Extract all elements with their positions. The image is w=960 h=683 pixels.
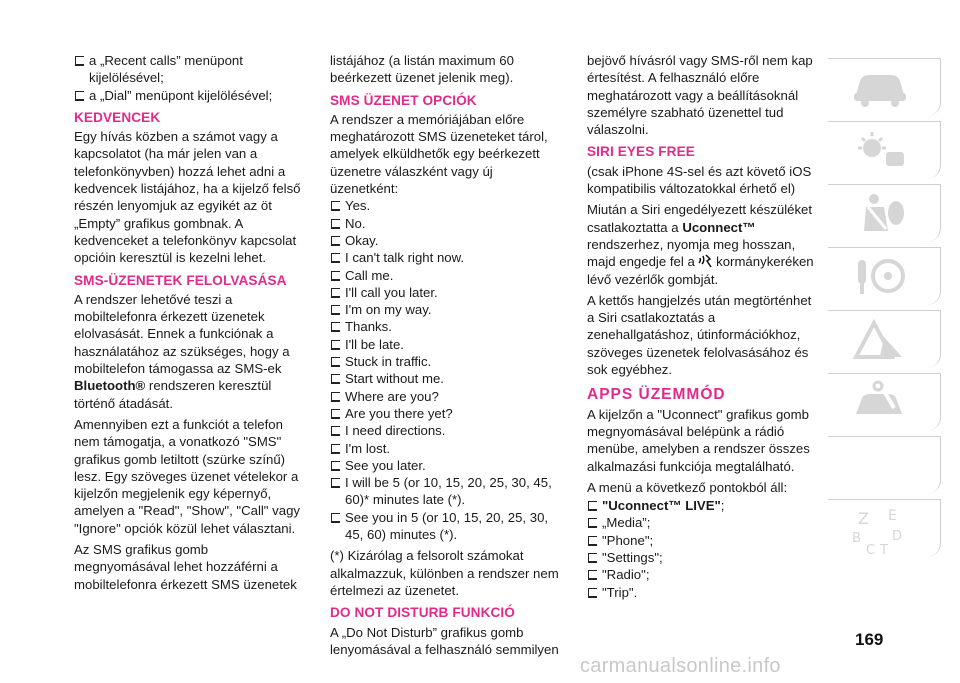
paragraph-sms-list: listájához (a listán maximum 60 beérkezett üzenet jelenik meg).	[330, 53, 514, 86]
text: rendszerhez, nyomja meg hosszan, majd engedje fel a	[587, 236, 796, 270]
sms-message-item: Okay.	[330, 232, 562, 249]
paragraph-note: (*) Kizárólag a felsorolt számokat alkalmazzuk, különben a rendszer nem értelmezi az üzenetet.	[330, 548, 559, 598]
svg-text:E: E	[888, 508, 897, 524]
dashboard-lights-icon	[850, 128, 910, 172]
chapter-tab-index[interactable]	[828, 499, 941, 557]
sms-message-item: See you later.	[330, 457, 562, 474]
paragraph-siri-3: A kettős hangjelzés után megtörténhet a Siri csatlakoztatás a zenehallgatáshoz, útinformációkhoz, szöveges üzenetek felolvasásához és sok egyébhez.	[587, 292, 812, 378]
menu-item: "Radio";	[587, 566, 819, 583]
paragraph-siri-1: (csak iPhone 4S-sel és azt követő iOS kompatibilis változatokkal érhető el)	[587, 163, 812, 197]
chapter-tab-safety[interactable]	[828, 184, 941, 242]
menu-item: "Trip".	[587, 584, 819, 601]
text-column-2	[330, 52, 562, 662]
heading-sms-options: SMS ÜZENET OPCIÓK	[330, 92, 477, 108]
paragraph-favorites: Egy hívás közben a számot vagy a kapcsolatot (ha már jelen van a telefonkönyvben) hozzá lehet adni a kedvencek listájához, ha a kijelző felső részén lenyomjuk az egyikét az öt „Empty” grafikus gombnak. A kedvenceket a telefonkönyv kapcsolat opcióin keresztül is kezelni lehet.	[74, 129, 301, 266]
chapter-tab-dashboard[interactable]	[828, 121, 941, 179]
menu-item-uconnect-live	[587, 497, 819, 514]
heading-apps-mode: APPS ÜZEMMÓD	[587, 386, 726, 404]
heading-siri: SIRI EYES FREE	[587, 144, 695, 160]
warning-triangle-icon	[850, 317, 910, 361]
paragraph-sms-3: Az SMS grafikus gomb megnyomásával lehet hozzáférni a mobiltelefonra érkezett SMS üzenetek	[74, 542, 297, 592]
chapter-tab-starting-driving[interactable]	[828, 247, 941, 305]
sms-message-item: I'll be late.	[330, 336, 562, 353]
text-column-3	[587, 52, 819, 601]
page-number: 169	[855, 630, 884, 649]
svg-text:T: T	[880, 543, 888, 556]
watermark: carmanualsonline.info	[580, 655, 781, 677]
text: A rendszer lehetővé teszi a mobiltelefonra érkezett üzenetek elolvasását. Ennek a funkciónak a használatához az szükséges, hogy a mobiltelefon támogassa az SMS-ek	[74, 291, 290, 377]
chapter-tab-maintenance[interactable]	[828, 373, 941, 431]
paragraph-apps-1: A kijelzőn a "Uconnect" grafikus gomb megnyomásával belépünk a rádió menübe, amelyben a rendszer összes alkalmazási funkciója megtalálható.	[587, 406, 810, 474]
sms-message-item: I'll call you later.	[330, 284, 562, 301]
paragraph-do-not-disturb: A „Do Not Disturb” grafikus gomb lenyomásával a felhasználó semmilyen	[330, 624, 559, 657]
bluetooth-term: Bluetooth®	[74, 378, 146, 394]
sms-message-item: Yes.	[330, 197, 562, 214]
chapter-tab-multimedia[interactable]	[828, 436, 941, 494]
sms-message-item: I'm on my way.	[330, 301, 562, 318]
paragraph-siri-2	[587, 201, 819, 287]
text: rendszeren keresztül történő átadását.	[74, 378, 272, 411]
paragraph-apps-2: A menü a következő pontokból áll:	[587, 479, 788, 495]
chapter-tab-car[interactable]	[828, 58, 941, 116]
sms-message-item: Thanks.	[330, 318, 562, 335]
paragraph-sms-1	[74, 291, 306, 412]
svg-text:C: C	[866, 543, 876, 556]
paragraph-sms-options: A rendszer a memóriájában előre meghatározott SMS üzeneteket tárol, amelyek elküldhetők egy beérkezett üzenetre válaszként vagy új üzenetként:	[330, 111, 548, 197]
index-letters-icon	[850, 506, 920, 556]
paragraph-sms-2: Amennyiben ezt a funkciót a telefon nem támogatja, a vonatkozó "SMS" grafikus gomb letiltott (szürke színű) lesz. Egy szöveges üzenet vételekor a kijelzőn megjelenik egy képernyő, amelyen a "Read", "Show", "Call" vagy "Ignore" opciók közül lehet választani.	[74, 416, 301, 536]
voice-command-icon	[698, 253, 712, 269]
uconnect-brand: Uconnect™	[682, 219, 756, 235]
sms-message-item: See you in 5 (or 10, 15, 20, 25, 30, 45, 60) minutes (*).	[330, 509, 562, 544]
menu-item: "Phone";	[587, 532, 819, 549]
key-steering-icon	[850, 254, 910, 298]
text: ;	[720, 498, 725, 514]
car-icon	[850, 65, 910, 109]
menu-item: "Settings";	[587, 549, 819, 566]
sms-message-item: I can't talk right now.	[330, 249, 562, 266]
svg-text:B: B	[852, 531, 861, 546]
svg-text:Z: Z	[858, 509, 869, 528]
multimedia-icon	[850, 443, 910, 487]
text: "Uconnect™ LIVE"	[602, 498, 721, 514]
heading-favorites: KEDVENCEK	[74, 109, 161, 125]
heading-do-not-disturb: DO NOT DISTURB FUNKCIÓ	[330, 605, 515, 621]
sms-message-item: Are you there yet?	[330, 405, 562, 422]
heading-sms-reading: SMS-ÜZENETEK FELOLVASÁSA	[74, 272, 287, 288]
sms-message-item: Start without me.	[330, 370, 562, 387]
chapter-tab-emergency[interactable]	[828, 310, 941, 368]
sms-message-item: I'm lost.	[330, 440, 562, 457]
text: kormánykeréken lévő vezérlők gombját.	[587, 254, 814, 287]
svg-text:D: D	[892, 529, 903, 544]
sms-message-item: I need directions.	[330, 422, 562, 439]
wrench-car-icon	[850, 380, 910, 424]
chapter-tab-sidebar	[828, 58, 942, 562]
sms-message-item: I will be 5 (or 10, 15, 20, 25, 30, 45, 60)* minutes late (*).	[330, 474, 562, 509]
text-column-1	[74, 52, 306, 597]
bullet-dial: a „Dial” menüpont kijelölésével;	[74, 87, 306, 104]
text: Miután a Siri engedélyezett készüléket csatlakoztatta a	[587, 202, 813, 235]
menu-item: „Media”;	[587, 514, 819, 531]
sms-message-item: Call me.	[330, 267, 562, 284]
paragraph-dnd-cont: bejövő hívásról vagy SMS-ről nem kap értesítést. A felhasználó előre meghatározott vagy a beállításoknál személyre szabható üzenettel tud válaszolni.	[587, 53, 813, 138]
sms-message-list	[330, 197, 562, 543]
sms-message-item: No.	[330, 215, 562, 232]
seatbelt-airbag-icon	[850, 191, 910, 235]
sms-message-item: Where are you?	[330, 388, 562, 405]
sms-message-item: Stuck in traffic.	[330, 353, 562, 370]
bullet-recent-calls: a „Recent calls” menüpont kijelölésével;	[74, 52, 306, 87]
